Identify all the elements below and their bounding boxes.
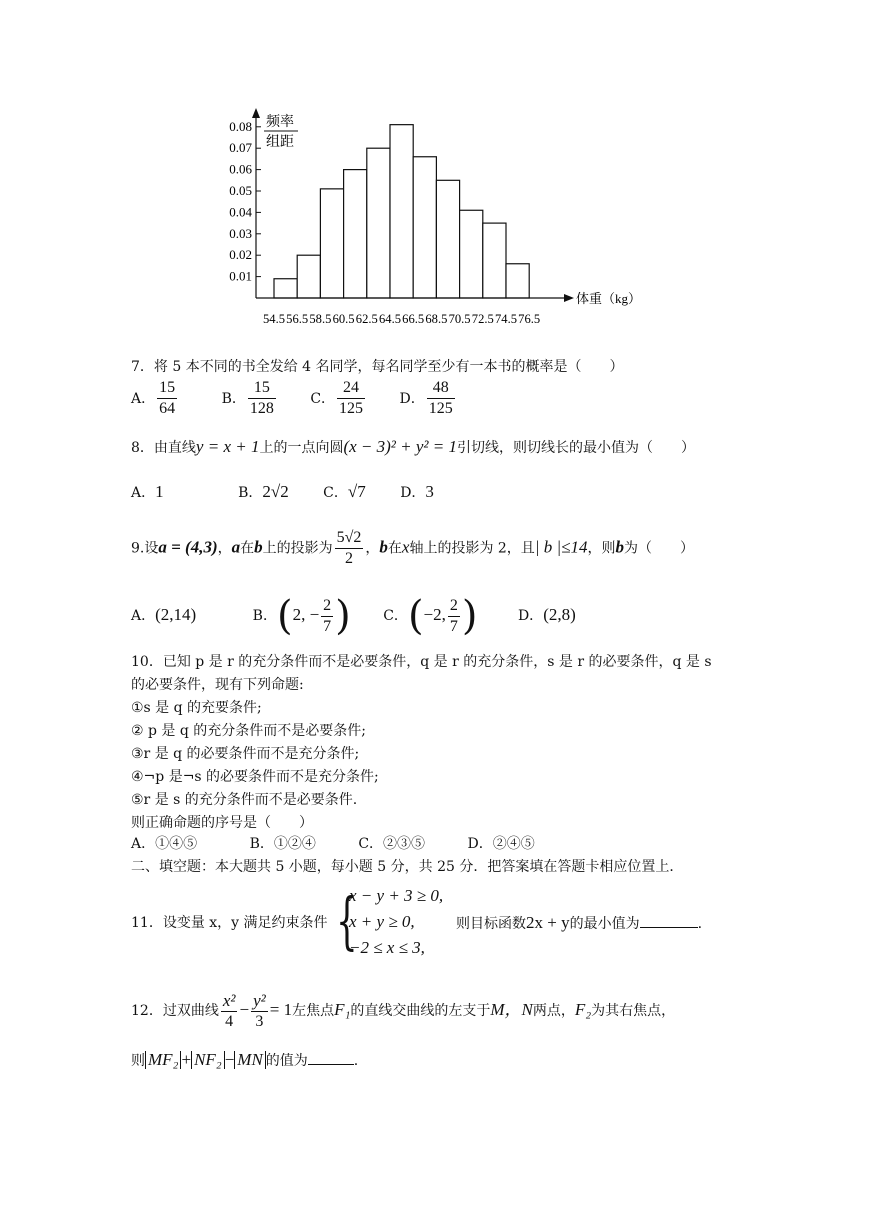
y-axis-arrow: [252, 108, 260, 118]
histogram-bar: [413, 157, 436, 298]
y-tick-label: 0.05: [229, 183, 252, 198]
q11-label: 11．设变量 x，y 满足约束条件: [131, 915, 328, 931]
q10-option-c: C．②③⑤: [358, 836, 426, 852]
x-axis-arrow: [564, 294, 574, 302]
q10-item-5: ⑤r 是 s 的充分条件而不是必要条件.: [131, 792, 358, 808]
q10-item-4: ④¬p 是¬s 的必要条件而不是充分条件;: [131, 769, 379, 785]
histogram-bar: [390, 125, 413, 298]
q12-answer-blank[interactable]: [308, 1050, 354, 1065]
x-tick-label: 74.5: [495, 312, 517, 326]
section2-heading: 二、填空题：本大题共 5 小题，每小题 5 分，共 25 分．把答案填在答题卡相应位置上．: [131, 859, 684, 875]
q9-options: [131, 593, 576, 638]
histogram-bar: [483, 223, 506, 298]
q8-option-c: C．√7: [323, 482, 366, 501]
y-tick-label: 0.02: [229, 247, 252, 263]
q7-option-c: C． $\frac{24}{125}$: [310, 379, 364, 417]
q11-constraint-2: x + y ≥ 0,: [349, 912, 415, 931]
y-tick-label: 0.04: [229, 204, 252, 220]
q10-item-2: ② p 是 q 的充分条件而不是必要条件;: [131, 723, 366, 739]
y-tick-label: 0.07: [229, 140, 252, 156]
y-tick-label: 0.08: [229, 118, 252, 134]
x-tick-label: 76.5: [518, 312, 541, 326]
q7-option-a: A． $\frac{15}{64}$: [131, 379, 176, 417]
histogram-bar: [297, 255, 320, 298]
q11-constraint-3: −2 ≤ x ≤ 3,: [349, 938, 425, 957]
x-tick-label: 68.5: [425, 312, 448, 326]
weight-histogram: [0, 0, 869, 340]
x-tick-label: 56.5: [286, 312, 309, 326]
q9-stem: 9.设a = (4,3)，a在b上的投影为 $\frac{5√2}{2}$ ，b在x轴上的投影为 2，且| b |≤14，则b为（ ）: [131, 529, 694, 567]
x-tick-label: 54.5: [263, 312, 285, 326]
q8-options: [131, 482, 434, 503]
q12-line2: 则 MF₂ + NF₂ − MN 的值为 .: [131, 1050, 359, 1069]
q10-item-3: ③r 是 q 的必要条件而不是充分条件;: [131, 746, 360, 762]
q10-line2: 的必要条件，现有下列命题:: [131, 677, 304, 693]
q9-option-c: C．(−2, $\frac{2}{7}$ ): [383, 593, 478, 639]
q10-item-1: ①s 是 q 的充要条件;: [131, 700, 262, 716]
histogram-bar: [320, 189, 343, 298]
histogram-bar: [436, 180, 459, 298]
x-tick-label: 64.5: [379, 312, 401, 326]
y-tick-label: 0.06: [229, 161, 252, 177]
x-tick-label: 70.5: [448, 312, 471, 326]
x-tick-label: 58.5: [309, 312, 332, 326]
q12-line1: 12．过双曲线 $\frac{\text{x²}}{4}$ − $\frac{\text{y²}}{3}$ = 1左焦点F₁的直线交曲线的左支于M，N两点，F₂为其右焦点，: [131, 990, 676, 1030]
q8-stem: 8．由直线y = x + 1上的一点向圆(x − 3)² + y² = 1引切线，则切线长的最小值为（ ）: [131, 437, 695, 456]
q11-tail: 则目标函数2x + y的最小值为 .: [456, 913, 703, 932]
x-tick-label: 66.5: [402, 312, 425, 326]
histogram-bar: [344, 170, 367, 298]
q7-option-b: B． $\frac{15}{128}$: [221, 379, 274, 417]
histogram-bar: [460, 210, 483, 298]
q11-brace: {: [336, 884, 358, 957]
y-tick-label: 0.03: [229, 225, 252, 241]
q8-option-d: D．3: [400, 482, 434, 501]
q9-option-a: A．(2,14): [131, 605, 197, 624]
x-tick-label: 60.5: [332, 312, 355, 326]
x-label: 体重（kg）: [576, 291, 642, 306]
y-label-bottom: 组距: [266, 135, 294, 150]
q10-ask: 则正确命题的序号是（ ）: [131, 815, 313, 831]
q9-option-d: D．(2,8): [517, 605, 576, 624]
x-tick-label: 62.5: [355, 312, 378, 326]
q7-option-d: D． $\frac{48}{125}$: [399, 379, 453, 417]
q7-stem: 7．将 5 本不同的书全发给 4 名同学，每名同学至少有一本书的概率是（ ）: [131, 359, 624, 375]
q10-line1: 10．已知 p 是 r 的充分条件而不是必要条件，q 是 r 的充分条件，s 是 r 的必要条件，q 是 s: [131, 654, 712, 670]
q11-answer-blank[interactable]: [640, 913, 698, 928]
q9-option-b: B．(2, − $\frac{2}{7}$ ): [252, 593, 351, 639]
y-tick-label: 0.01: [229, 268, 252, 284]
q10-option-b: B．①②④: [249, 836, 316, 852]
q10-option-a: A．①④⑤: [131, 836, 198, 852]
y-label-top: 频率: [266, 115, 294, 130]
q8-option-a: A．1: [131, 482, 164, 501]
q8-option-b: B．2√2: [238, 482, 289, 501]
histogram-bar: [506, 264, 529, 298]
histogram-bar: [274, 279, 297, 298]
x-tick-label: 72.5: [471, 312, 494, 326]
q10-option-d: D．②④⑤: [467, 836, 535, 852]
q11-constraint-1: x − y + 3 ≥ 0,: [349, 886, 444, 905]
q10-options: [131, 834, 535, 854]
q7-options: [131, 378, 457, 419]
histogram-bar: [367, 148, 390, 298]
